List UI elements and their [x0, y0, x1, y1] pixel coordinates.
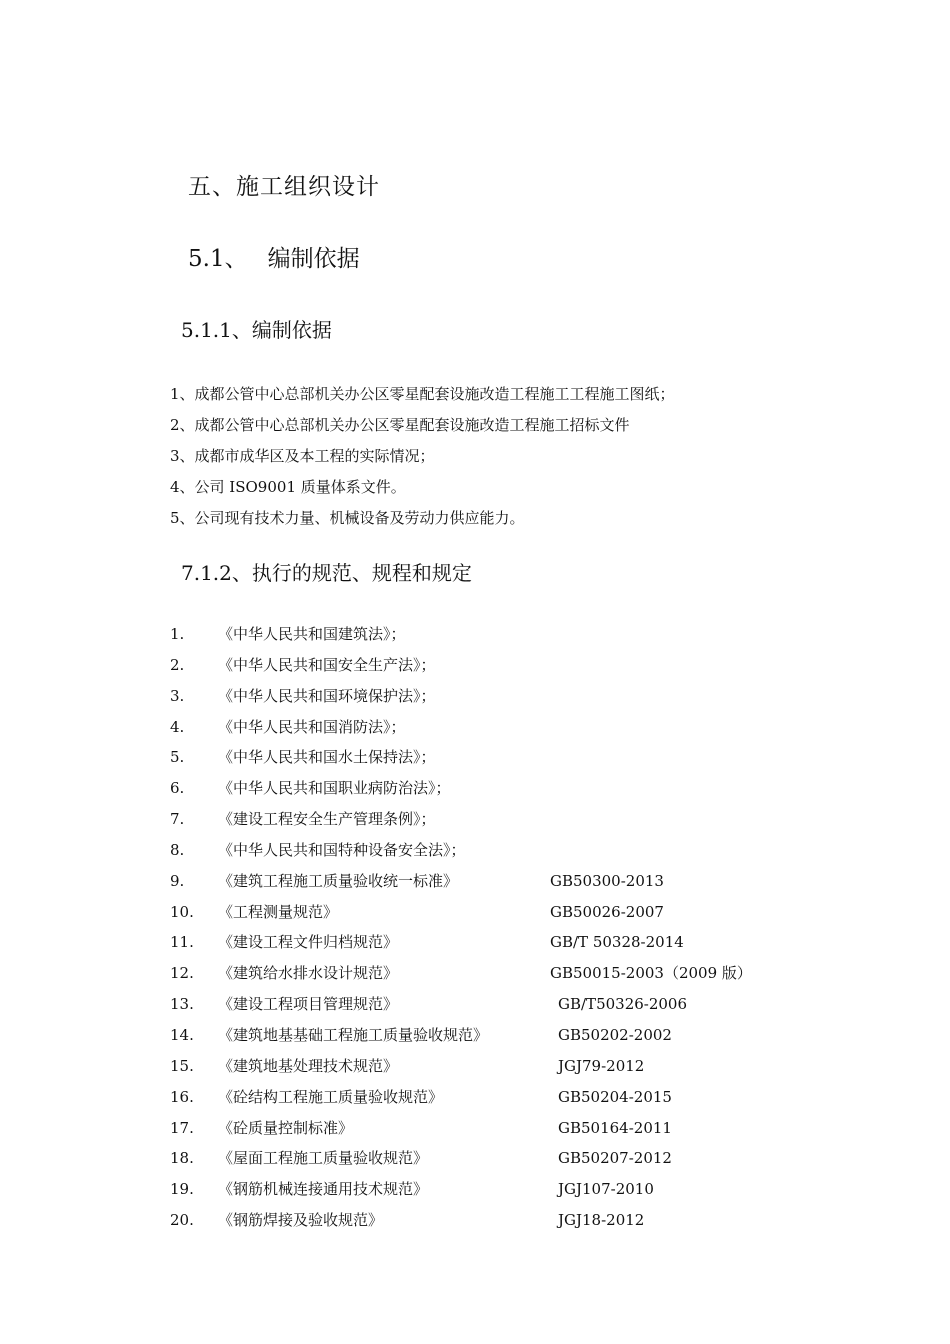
standard-code: GB50015-2003（2009 版）	[550, 964, 752, 983]
standard-number: 15.	[170, 1056, 194, 1075]
standard-row	[170, 776, 790, 807]
standard-code: JGJ18-2012	[558, 1211, 645, 1230]
basis-list	[170, 382, 675, 537]
standard-number: 16.	[170, 1087, 194, 1106]
standards-list	[170, 622, 790, 1239]
standard-code: GB50164-2011	[558, 1118, 672, 1137]
standard-code: GB50207-2012	[558, 1149, 672, 1168]
standard-code: GB/T 50328-2014	[550, 933, 684, 952]
standard-title: 《中华人民共和国消防法》；	[218, 717, 406, 736]
standard-code: GB50026-2007	[550, 902, 664, 921]
standard-number: 8.	[170, 840, 185, 859]
standard-title: 《中华人民共和国环境保护法》；	[218, 686, 436, 705]
standard-row	[170, 1208, 790, 1239]
standard-title: 《工程测量规范》	[218, 902, 339, 921]
standard-title: 《中华人民共和国安全生产法》；	[218, 655, 436, 674]
subsection-title: 编制依据	[267, 246, 360, 272]
standard-title: 《建筑地基基础工程施工质量验收规范》	[218, 1025, 489, 1044]
section-title: 五、施工组织设计	[188, 174, 380, 200]
standard-row	[170, 622, 790, 653]
basis-item: 1、成都公管中心总部机关办公区零星配套设施改造工程施工工程施工图纸；	[170, 385, 675, 403]
standard-title: 《砼质量控制标准》	[218, 1118, 354, 1137]
standard-title: 《建筑地基处理技术规范》	[218, 1056, 399, 1075]
standard-number: 6.	[170, 779, 185, 798]
standard-title: 《砼结构工程施工质量验收规范》	[218, 1087, 444, 1106]
standard-title: 《钢筋焊接及验收规范》	[218, 1211, 384, 1230]
standard-row	[170, 838, 790, 869]
standard-number: 11.	[170, 933, 194, 952]
standard-row	[170, 1116, 790, 1147]
standard-number: 2.	[170, 655, 185, 674]
standard-row	[170, 653, 790, 684]
standard-row	[170, 992, 790, 1023]
standard-title: 《建设工程文件归档规范》	[218, 933, 399, 952]
standard-row	[170, 1177, 790, 1208]
standard-title: 《建筑工程施工质量验收统一标准》	[218, 871, 459, 890]
basis-heading: 5.1.1、编制依据	[181, 318, 332, 342]
standard-row	[170, 961, 790, 992]
standard-number: 10.	[170, 902, 194, 921]
standard-number: 20.	[170, 1211, 194, 1230]
standard-title: 《钢筋机械连接通用技术规范》	[218, 1180, 429, 1199]
standard-title: 《中华人民共和国职业病防治法》；	[218, 779, 451, 798]
standards-heading: 7.1.2、执行的规范、规程和规定	[181, 561, 472, 585]
standard-row	[170, 1146, 790, 1177]
standard-row	[170, 900, 790, 931]
standard-code: GB/T50326-2006	[558, 995, 688, 1014]
standard-title: 《建筑给水排水设计规范》	[218, 964, 399, 983]
standard-row	[170, 1085, 790, 1116]
standard-code: JGJ107-2010	[558, 1180, 654, 1199]
basis-item: 3、成都市成华区及本工程的实际情况；	[170, 447, 435, 465]
basis-item: 5、公司现有技术力量、机械设备及劳动力供应能力。	[170, 509, 525, 527]
basis-item: 4、公司 ISO9001 质量体系文件。	[170, 478, 406, 496]
standard-title: 《屋面工程施工质量验收规范》	[218, 1149, 429, 1168]
standard-code: GB50204-2015	[558, 1087, 672, 1106]
basis-item: 2、成都公管中心总部机关办公区零星配套设施改造工程施工招标文件	[170, 416, 630, 434]
standard-code: GB50300-2013	[550, 871, 664, 890]
standard-title: 《建设工程项目管理规范》	[218, 995, 399, 1014]
standard-code: GB50202-2002	[558, 1025, 672, 1044]
standard-number: 9.	[170, 871, 185, 890]
standard-number: 1.	[170, 625, 185, 643]
standard-number: 13.	[170, 995, 194, 1014]
standard-row	[170, 745, 790, 776]
standard-title: 《建设工程安全生产管理条例》；	[218, 810, 436, 829]
standard-row	[170, 807, 790, 838]
standard-row	[170, 930, 790, 961]
standard-number: 12.	[170, 964, 194, 983]
standard-number: 3.	[170, 686, 185, 705]
standard-number: 5.	[170, 748, 185, 767]
standard-title: 《中华人民共和国特种设备安全法》；	[218, 840, 466, 859]
standard-number: 14.	[170, 1025, 194, 1044]
subsection-number: 5.1、	[188, 246, 248, 272]
subsection-heading	[188, 240, 360, 273]
standard-row	[170, 869, 790, 900]
standard-number: 7.	[170, 810, 185, 829]
standard-number: 17.	[170, 1118, 194, 1137]
standard-row	[170, 684, 790, 715]
standard-number: 19.	[170, 1180, 194, 1199]
standard-row	[170, 1054, 790, 1085]
standard-row	[170, 715, 790, 746]
standard-code: JGJ79-2012	[558, 1056, 645, 1075]
standard-number: 4.	[170, 717, 185, 736]
standard-title: 《中华人民共和国水土保持法》；	[218, 748, 436, 767]
standard-row	[170, 1023, 790, 1054]
standard-title: 《中华人民共和国建筑法》；	[218, 625, 406, 643]
standard-number: 18.	[170, 1149, 194, 1168]
